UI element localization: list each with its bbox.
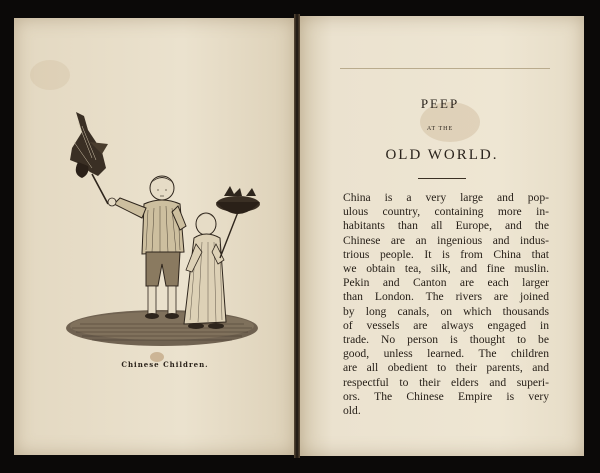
spinning-toy — [216, 186, 260, 214]
body-line: good, unless learned. The children — [343, 347, 549, 361]
body-line: than London. The rivers are joined — [343, 290, 549, 304]
body-line: we obtain tea, silk, and fine muslin. — [343, 262, 549, 276]
body-line: Pekin and Canton are each larger — [343, 276, 549, 290]
body-line: of vessels are always engaged in — [343, 318, 549, 332]
body-line: ulous country, containing more in- — [343, 205, 549, 219]
body-line: China is a very large and pop- — [343, 191, 549, 204]
body-line: trious people. It is from China that — [343, 247, 549, 261]
kite-stick — [92, 174, 108, 204]
top-rule — [340, 68, 550, 69]
body-line: trade. No person is thought to be — [343, 333, 549, 347]
boy-figure — [108, 176, 186, 319]
body-line: old. — [343, 404, 361, 418]
book-gutter — [294, 14, 300, 458]
body-line: are all obedient to their parents, and — [343, 361, 549, 375]
body-line: habitants than all Europe, and the — [343, 219, 549, 233]
body-line: Chinese are an ingenious and indus- — [343, 233, 549, 247]
chinese-children-engraving — [62, 102, 264, 358]
illustration-caption: Chinese Children. — [121, 360, 209, 369]
title-peep: PEEP — [420, 96, 460, 111]
body-text — [343, 191, 549, 418]
body-line: by long canals, on which thousands — [343, 304, 549, 318]
body-line: ors. The Chinese Empire is very — [343, 389, 549, 403]
body-line: respectful to their elders and superi- — [343, 375, 549, 389]
girl-figure — [184, 213, 226, 329]
toy-stick — [220, 212, 238, 258]
bird-kite — [70, 112, 108, 178]
paper-stain — [30, 60, 70, 90]
title-at-the: AT THE — [426, 126, 454, 132]
title-underline — [418, 178, 466, 179]
title-old-world: OLD WORLD. — [385, 147, 499, 163]
